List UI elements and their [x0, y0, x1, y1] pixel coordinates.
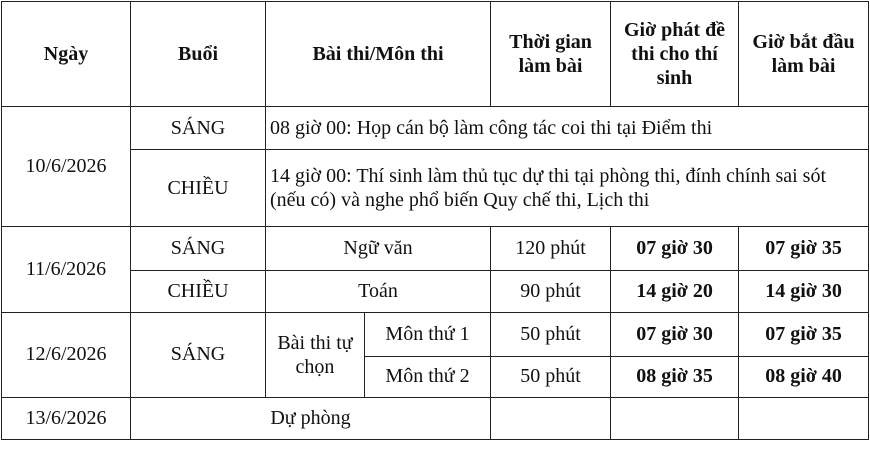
header-duration: Thời gian làm bài	[491, 2, 611, 107]
session-cell: SÁNG	[131, 107, 266, 150]
header-start-time: Giờ bắt đầu làm bài	[739, 2, 869, 107]
empty-cell	[611, 398, 739, 440]
reserve-cell: Dự phòng	[131, 398, 491, 440]
table-row	[2, 107, 869, 150]
session-cell: SÁNG	[131, 227, 266, 271]
table-row	[2, 312, 869, 356]
distribute-time-cell: 07 giờ 30	[611, 312, 739, 356]
table-row	[2, 398, 869, 440]
subject-cell: Toán	[266, 270, 491, 312]
duration-cell: 120 phút	[491, 227, 611, 271]
elective-group-cell: Bài thi tự chọn	[266, 312, 365, 398]
date-cell: 10/6/2026	[2, 107, 131, 227]
duration-cell: 50 phút	[491, 312, 611, 356]
subject-cell: Ngữ văn	[266, 227, 491, 271]
table-row	[2, 270, 869, 312]
session-cell: SÁNG	[131, 312, 266, 398]
duration-cell: 50 phút	[491, 356, 611, 398]
session-cell: CHIỀU	[131, 150, 266, 227]
distribute-time-cell: 07 giờ 30	[611, 227, 739, 271]
start-time-cell: 07 giờ 35	[739, 227, 869, 271]
empty-cell	[739, 398, 869, 440]
date-cell: 12/6/2026	[2, 312, 131, 398]
header-row	[2, 2, 869, 107]
table-row	[2, 227, 869, 271]
start-time-cell: 08 giờ 40	[739, 356, 869, 398]
duration-cell: 90 phút	[491, 270, 611, 312]
distribute-time-cell: 14 giờ 20	[611, 270, 739, 312]
date-cell: 13/6/2026	[2, 398, 131, 440]
start-time-cell: 14 giờ 30	[739, 270, 869, 312]
header-session: Buổi	[131, 2, 266, 107]
date-cell: 11/6/2026	[2, 227, 131, 313]
note-cell: 14 giờ 00: Thí sinh làm thủ tục dự thi tại phòng thi, đính chính sai sót (nếu có) và nghe phổ biến Quy chế thi, Lịch thi	[266, 150, 869, 227]
session-cell: CHIỀU	[131, 270, 266, 312]
subject-cell: Môn thứ 2	[365, 356, 491, 398]
exam-schedule-table	[1, 1, 869, 440]
distribute-time-cell: 08 giờ 35	[611, 356, 739, 398]
header-distribute-time: Giờ phát đề thi cho thí sinh	[611, 2, 739, 107]
note-cell: 08 giờ 00: Họp cán bộ làm công tác coi thi tại Điểm thi	[266, 107, 869, 150]
header-subject: Bài thi/Môn thi	[266, 2, 491, 107]
table-row	[2, 150, 869, 227]
start-time-cell: 07 giờ 35	[739, 312, 869, 356]
header-day: Ngày	[2, 2, 131, 107]
subject-cell: Môn thứ 1	[365, 312, 491, 356]
empty-cell	[491, 398, 611, 440]
